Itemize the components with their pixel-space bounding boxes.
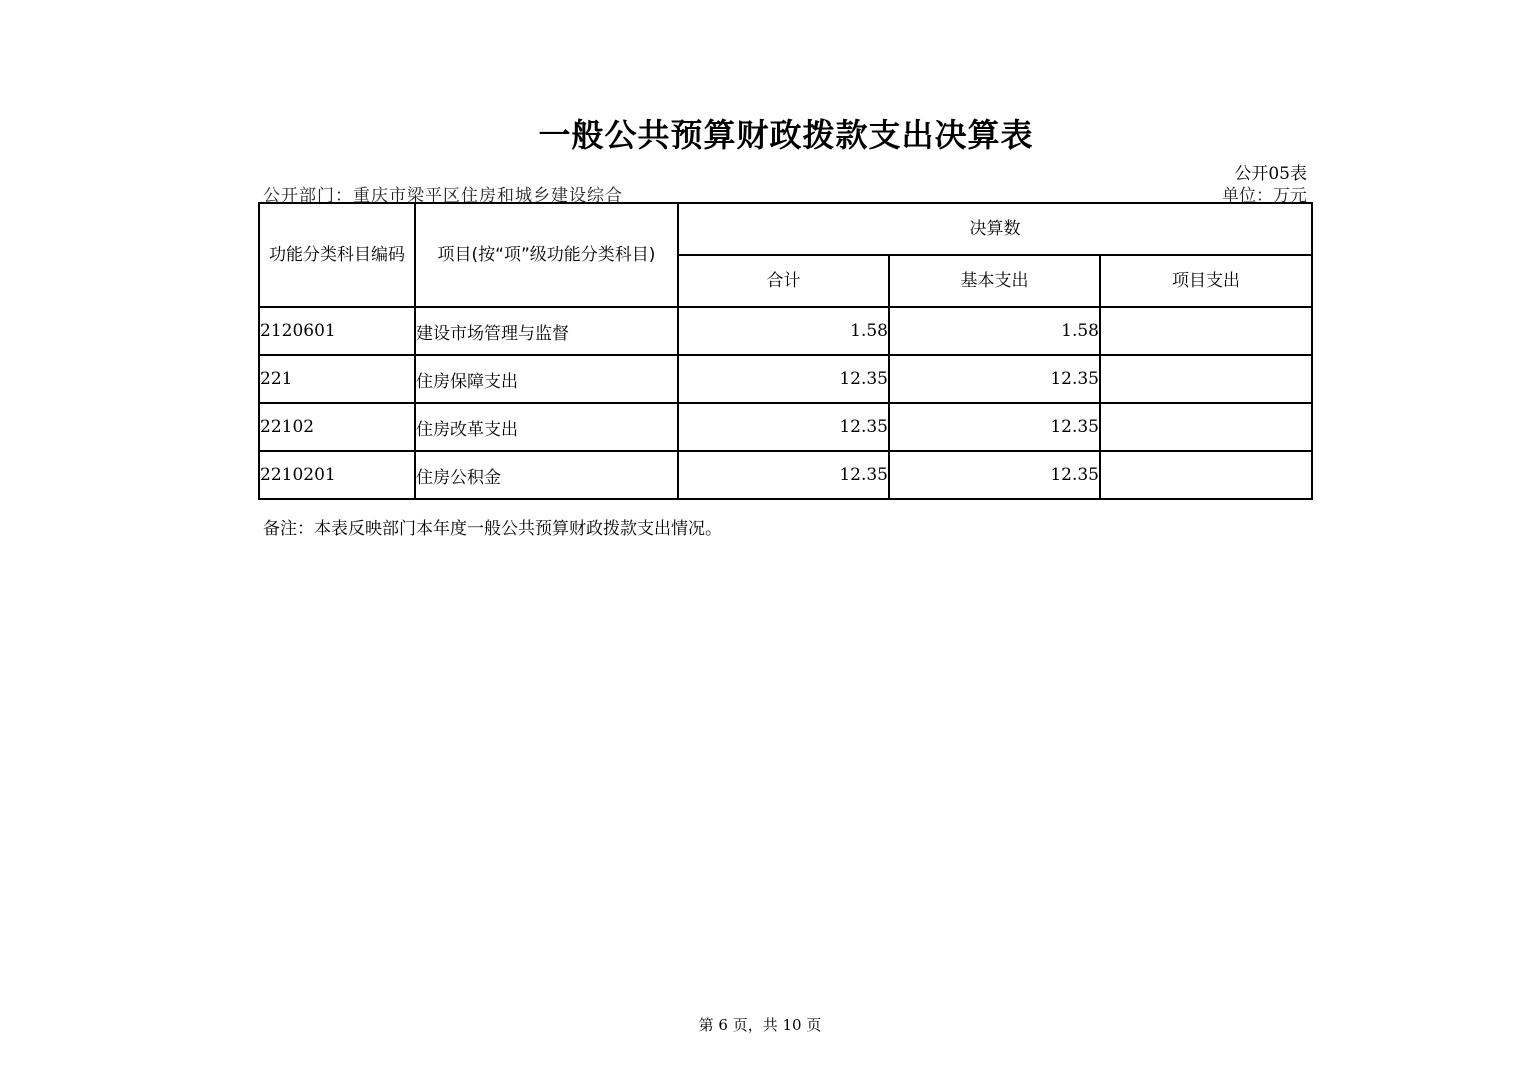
- row-project: [1100, 355, 1312, 403]
- row-name: 住房公积金: [415, 451, 678, 499]
- row-code: 221: [259, 355, 415, 403]
- row-project: [1100, 307, 1312, 355]
- header-group: 决算数: [678, 203, 1312, 255]
- row-code: 2210201: [259, 451, 415, 499]
- header-name: 项目(按“项”级功能分类科目): [415, 203, 678, 307]
- row-name: 住房保障支出: [415, 355, 678, 403]
- header-project: 项目支出: [1100, 255, 1312, 307]
- row-basic: 12.35: [889, 355, 1100, 403]
- row-code: 2120601: [259, 307, 415, 355]
- table-row: [259, 307, 1312, 355]
- row-code: 22102: [259, 403, 415, 451]
- table-row: [259, 355, 1312, 403]
- row-total: 1.58: [678, 307, 889, 355]
- budget-table: [258, 202, 1313, 500]
- row-name: 建设市场管理与监督: [415, 307, 678, 355]
- row-total: 12.35: [678, 451, 889, 499]
- row-total: 12.35: [678, 403, 889, 451]
- row-name: 住房改革支出: [415, 403, 678, 451]
- row-basic: 12.35: [889, 451, 1100, 499]
- header-code: 功能分类科目编码: [259, 203, 415, 307]
- page-title: 一般公共预算财政拨款支出决算表: [538, 116, 1034, 154]
- table-row: [259, 451, 1312, 499]
- row-total: 12.35: [678, 355, 889, 403]
- row-project: [1100, 403, 1312, 451]
- form-number: 公开05表: [1234, 164, 1307, 184]
- header-basic: 基本支出: [889, 255, 1100, 307]
- table-row: [259, 403, 1312, 451]
- row-project: [1100, 451, 1312, 499]
- unit-label: 单位：万元: [1222, 186, 1307, 206]
- row-basic: 1.58: [889, 307, 1100, 355]
- row-basic: 12.35: [889, 403, 1100, 451]
- page-footer: 第 6 页，共 10 页: [698, 1016, 822, 1034]
- table-note: 备注：本表反映部门本年度一般公共预算财政拨款支出情况。: [263, 519, 722, 539]
- department-label: 公开部门：重庆市梁平区住房和城乡建设综合: [263, 186, 623, 206]
- header-total: 合计: [678, 255, 889, 307]
